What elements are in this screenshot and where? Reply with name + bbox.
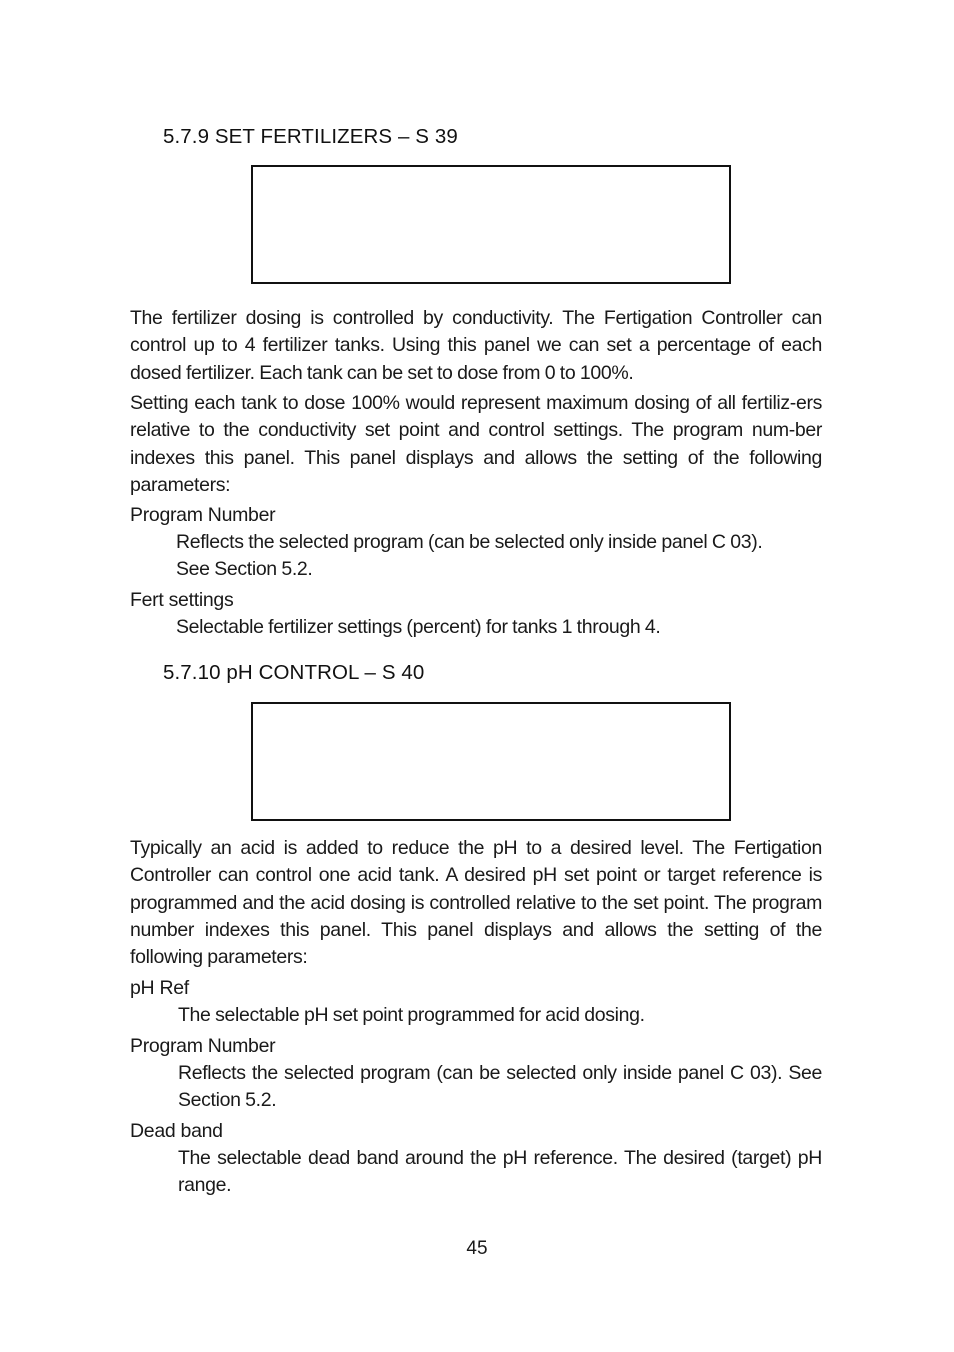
panel-screen-placeholder-s40 (251, 702, 731, 821)
paragraph-fertilizer-detail: Setting each tank to dose 100% would represent maximum dosing of all fertiliz-ers relative to the conductivity set point and control settings. The program num-ber indexes this panel. This panel displays and allows the setting of the following parameters: (130, 392, 822, 496)
section-heading-set-fertilizers: 5.7.9 SET FERTILIZERS – S 39 (163, 125, 458, 148)
paragraph-fertilizer-intro: The fertilizer dosing is controlled by conductivity. The Fertigation Controller can control up to 4 fertilizer tanks. Using this panel we can set a percentage of each dosed fertilizer. Each tank can be set to dose from 0 to 100%. (130, 307, 822, 384)
page-number: 45 (466, 1238, 488, 1259)
param-def-ph-ref: The selectable pH set point programmed for acid dosing. (178, 1004, 645, 1026)
param-term-program-number-ph: Program Number (130, 1035, 276, 1057)
param-term-fert-settings: Fert settings (130, 589, 234, 611)
param-def-dead-band: The selectable dead band around the pH reference. The desired (target) pH range. (178, 1147, 822, 1197)
section-heading-ph-control: 5.7.10 pH CONTROL – S 40 (163, 661, 425, 684)
param-def-fert-settings: Selectable fertilizer settings (percent) for tanks 1 through 4. (176, 616, 661, 638)
param-term-dead-band: Dead band (130, 1120, 223, 1142)
param-term-ph-ref: pH Ref (130, 977, 189, 999)
paragraph-ph-intro: Typically an acid is added to reduce the pH to a desired level. The Fertigation Controller can control one acid tank. A desired pH set point or target reference is programmed and the acid dosing is controlled relative to the set point. The program number indexes this panel. This panel displays and allows the setting of the following parameters: (130, 837, 822, 969)
param-def-program-number: Reflects the selected program (can be selected only inside panel C 03). (176, 531, 763, 553)
param-term-program-number: Program Number (130, 504, 276, 526)
panel-screen-placeholder-s39 (251, 165, 731, 284)
param-def-program-number-ph: Reflects the selected program (can be selected only inside panel C 03). See Section 5.2. (178, 1062, 822, 1112)
param-def-program-number-cont: See Section 5.2. (176, 558, 313, 580)
